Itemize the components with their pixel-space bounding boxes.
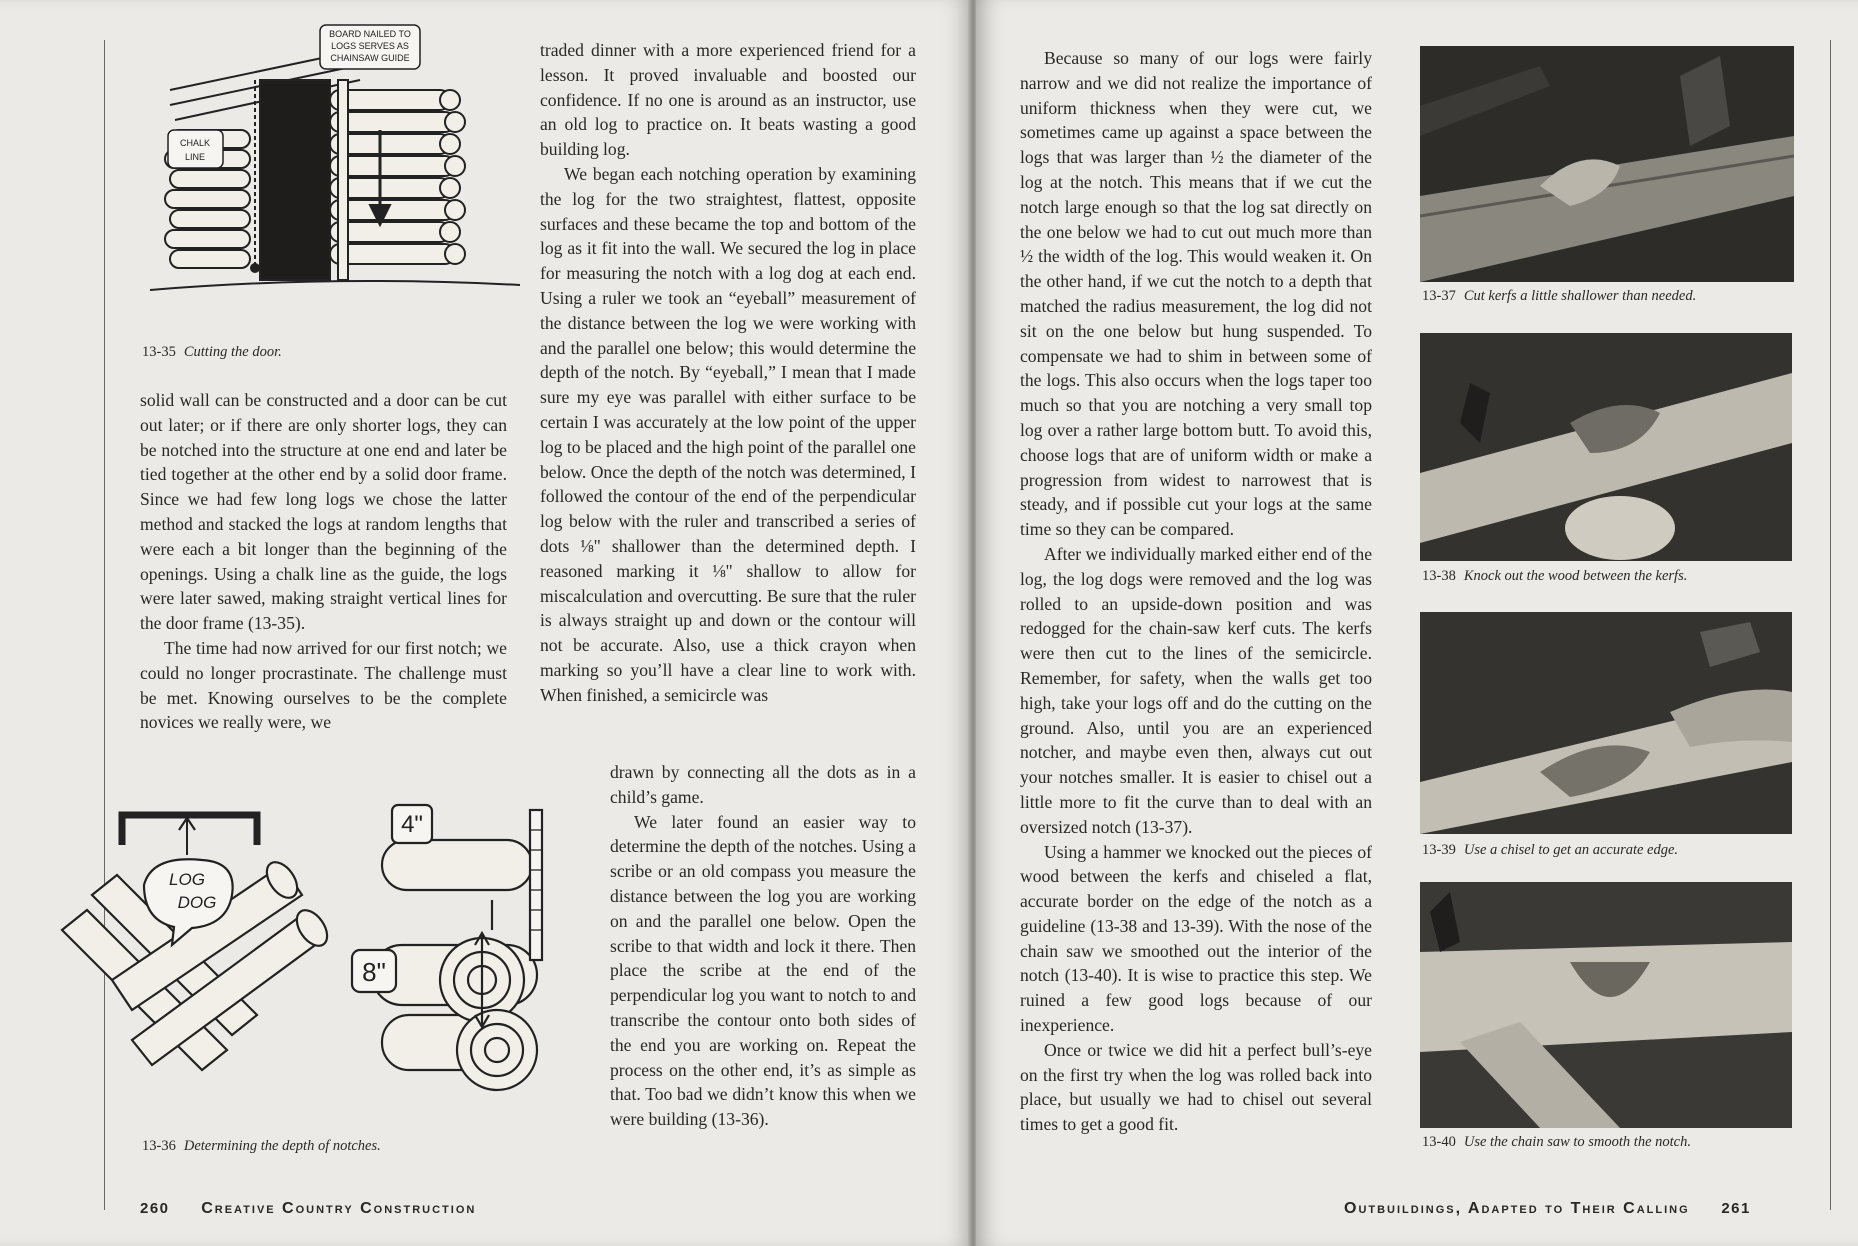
paragraph: solid wall can be constructed and a door can be cut out later; or if there are only shorter logs, they can be notched into the structure at one end and later be tied together at the other end by a solid door frame. Since we had few long logs we chose the latter method and stacked the logs at random lengths that were each a bit longer than the beginning of the openings. Using a chalk line as the guide, the logs were later sawed, making straight vertical lines for the door frame (13-35). bbox=[140, 390, 507, 634]
right-page bbox=[976, 0, 1858, 1246]
paragraph: drawn by connecting all the dots as in a child’s game. bbox=[610, 762, 916, 807]
page-edge-line bbox=[1830, 40, 1831, 1210]
label-chalk-line1: CHALK bbox=[179, 138, 211, 148]
label-8-inch: 8" bbox=[362, 957, 386, 987]
caption-13-36 bbox=[142, 1138, 381, 1155]
folio-right bbox=[1344, 1200, 1751, 1218]
page-number: 261 bbox=[1721, 1200, 1751, 1217]
page-number: 260 bbox=[140, 1200, 170, 1217]
photo-13-37-image bbox=[1420, 46, 1794, 282]
photo-13-40 bbox=[1420, 882, 1792, 1128]
running-title: Creative Country Construction bbox=[201, 1200, 477, 1217]
caption-number: 13-35 bbox=[142, 344, 176, 360]
running-title: Outbuildings, Adapted to Their Calling bbox=[1344, 1200, 1690, 1217]
caption-number: 13-40 bbox=[1422, 1134, 1456, 1150]
paragraph: We began each notching operation by examining the log for the two straightest, flattest, opposite surfaces and these became the top and bottom of the log as it fit into the wall. We secured the log in place for measuring the notch with a log dog at each end. Using a ruler we took an “eyeball” measurement of the distance between the log we were working with and the parallel one below; this would determine the depth of the notch. By “eyeball,” I mean that I made sure my eye was parallel with either surface to be certain I was accurately at the low point of the upper log to be placed and the high point of the parallel one below. Once the depth of the notch was determined, I followed the contour of the end of the perpendicular log below with the ruler and transcribed a series of dots ⅛" shallower than the determined depth. I reasoned marking it ⅛" shallow to allow for miscalculation and overcutting. Be sure that the ruler is always straight up and down or the contour will not be accurate. Also, use a thick crayon when marking so you’ll have a clear line to work with. When finished, a semicircle was bbox=[540, 163, 916, 705]
figure-13-36-illustration bbox=[52, 800, 592, 1100]
photo-13-38 bbox=[1420, 333, 1792, 561]
paragraph: After we individually marked either end of the log, the log dogs were removed and the log was rolled to an upside-down position and was redogged for the chain-saw kerf cuts. The kerfs were then cut to the lines of the semicircle. Remember, for safety, when the walls get too high, take your logs off and do the cutting on the ground. Also, until you are an experienced notcher, and maybe even then, always cut out your notches smaller. It is easier to chisel out a little more to fit the curve than to deal with an oversized notch (13-37). bbox=[1020, 543, 1372, 837]
label-board-line3: CHAINSAW GUIDE bbox=[330, 53, 410, 63]
caption-number: 13-36 bbox=[142, 1138, 176, 1154]
caption-text: Determining the depth of notches. bbox=[183, 1138, 381, 1154]
caption-13-35 bbox=[142, 344, 282, 361]
left-column-2b-text bbox=[610, 760, 916, 1132]
label-4-inch: 4" bbox=[401, 811, 423, 838]
caption-number: 13-37 bbox=[1422, 288, 1456, 304]
paragraph: Once or twice we did hit a perfect bull’s-eye on the first try when the log was rolled back into place, but usually we had to chisel out several times to get a good fit. bbox=[1020, 1039, 1372, 1135]
label-board-line2: LOGS SERVES AS bbox=[331, 41, 409, 51]
caption-number: 13-39 bbox=[1422, 842, 1456, 858]
photo-13-40-image bbox=[1420, 882, 1792, 1128]
caption-text: Use the chain saw to smooth the notch. bbox=[1463, 1134, 1691, 1150]
left-column-1-text bbox=[140, 388, 507, 735]
label-dog: DOG bbox=[177, 893, 217, 912]
caption-13-39 bbox=[1422, 842, 1678, 859]
caption-13-38 bbox=[1422, 568, 1687, 585]
photo-13-39-image bbox=[1420, 612, 1792, 834]
figure-13-35-illustration bbox=[150, 20, 530, 320]
folio-left bbox=[140, 1200, 476, 1218]
photo-13-39 bbox=[1420, 612, 1792, 834]
paragraph: traded dinner with a more experienced friend for a lesson. It proved invaluable and boosted our confidence. If no one is around as an instructor, use an old log to practice on. It beats wasting a good building log. bbox=[540, 40, 916, 160]
right-column-text bbox=[1020, 46, 1372, 1137]
caption-13-37 bbox=[1422, 288, 1696, 305]
photo-13-38-image bbox=[1420, 333, 1792, 561]
caption-number: 13-38 bbox=[1422, 568, 1456, 584]
caption-text: Cutting the door. bbox=[183, 344, 282, 360]
photo-13-37 bbox=[1420, 46, 1794, 282]
paragraph: The time had now arrived for our first notch; we could no longer procrastinate. The challenge must be met. Knowing ourselves to be the complete novices we really were, we bbox=[140, 637, 507, 733]
label-board-line1: BOARD NAILED TO bbox=[329, 29, 411, 39]
caption-text: Use a chisel to get an accurate edge. bbox=[1463, 842, 1679, 858]
label-log: LOG bbox=[169, 870, 205, 889]
caption-13-40 bbox=[1422, 1134, 1691, 1151]
caption-text: Knock out the wood between the kerfs. bbox=[1463, 568, 1688, 584]
paragraph: We later found an easier way to determine the depth of the notches. Using a scribe or an old compass you measure the distance between the log you are working on and the parallel one below. Open the scribe to that width and lock it there. Then place the scribe at the end of the perpendicular log you want to notch to and transcribe the contour onto both sides of the end you are working on. Repeat the process on the other end, it’s as simple as that. Too bad we didn’t know this when we were building (13-36). bbox=[610, 811, 916, 1130]
label-chalk-line2: LINE bbox=[184, 152, 206, 162]
paragraph: Because so many of our logs were fairly narrow and we did not realize the importance of uniform thickness when they were cut, we sometimes came up against a space between the logs that was larger than ½ the diameter of the log at the notch. This means that if we cut the notch large enough so that the log sat directly on the one below we had to cut out much more than ½ the width of the log. This would weaken it. On the other hand, if we cut the notch to a depth that matched the radius measurement, the log did not sit on the one below but hung suspended. To compensate we had to shim in between some of the logs. This also occurs when the logs taper too much so that you are notching a very small top log over a rather large bottom butt. To avoid this, choose logs that are of uniform width or make a progression from widest to narrowest that is steady, and if possible cut your logs at the same time so they can be compared. bbox=[1020, 48, 1372, 540]
caption-text: Cut kerfs a little shallower than needed. bbox=[1463, 288, 1697, 304]
left-column-2-text bbox=[540, 38, 916, 708]
paragraph: Using a hammer we knocked out the pieces of wood between the kerfs and chiseled a flat, accurate border on the edge of the notch as a guideline (13-38 and 13-39). With the nose of the chain saw we smoothed out the interior of the notch (13-40). It is wise to practice this step. We ruined a few good logs because of our inexperience. bbox=[1020, 841, 1372, 1036]
